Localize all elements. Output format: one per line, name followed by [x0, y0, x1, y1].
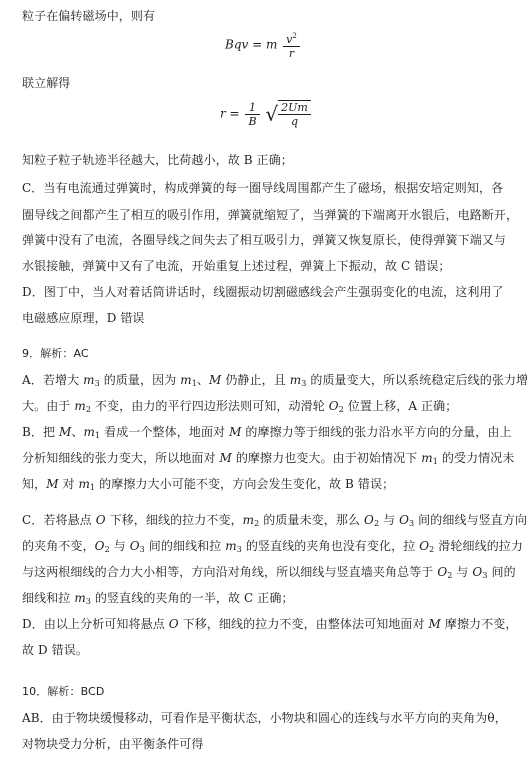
math-symbol: M: [46, 477, 59, 491]
text-fragment: 的受力情况未: [437, 451, 515, 465]
text-fragment: C．若将悬点: [22, 513, 96, 527]
math-symbol: m: [78, 477, 91, 491]
math-symbol: 3: [139, 545, 145, 554]
math-symbol: m: [242, 513, 255, 527]
text-line: [22, 512, 528, 532]
fraction: [283, 30, 300, 60]
text-line: 对物块受力分析，由平衡条件可得: [22, 737, 204, 751]
text-line: [22, 616, 518, 632]
math-symbol: 2: [254, 519, 260, 528]
math-symbol: m: [421, 451, 433, 465]
text-fragment: 看成一个整体，地面对: [100, 425, 230, 439]
text-line: 圈导线之间都产生了相互的吸引作用，弹簧就缩短了，当弹簧的下端离开水银后，电路断开，: [22, 208, 519, 222]
math-symbol: 2: [447, 571, 453, 580]
text-fragment: 、: [71, 425, 84, 439]
math-symbol: M: [209, 373, 222, 387]
math-symbol: O: [168, 617, 179, 631]
math-symbol: m: [83, 373, 95, 387]
text-fragment: 的质量未变，那么: [259, 513, 364, 527]
text-line: 水银接触，弹簧中又有了电流，开始重复上述过程，弹簧上下振动，故 C 错误；: [22, 259, 451, 273]
text-fragment: 摩擦力不变，: [440, 617, 518, 631]
math-symbol: O: [419, 539, 430, 553]
text-line: [22, 590, 497, 610]
math-symbol: 3: [301, 379, 307, 388]
text-fragment: 的摩擦力等于细线的张力沿水平方向的分量，由上: [241, 425, 512, 439]
text-fragment: 的质量，因为: [99, 373, 181, 387]
text-fragment: 的摩擦力大小可能不变，方向会发生变化，故 B 错误；: [95, 477, 395, 491]
text-fragment: 与: [452, 565, 473, 579]
text-fragment: 的竖直线的夹角的一半，故 C 正确；: [91, 591, 294, 605]
equation-radius: [220, 100, 311, 128]
text-fragment: 仍静止，且: [221, 373, 290, 387]
fraction-denominator: q: [290, 115, 298, 128]
math-symbol: M: [219, 451, 232, 465]
equation-lorentz-force: [225, 30, 302, 60]
text-fragment: 的质量变大，所以系统稳定后线的张力增: [306, 373, 528, 387]
text-line: AB．由于物块缓慢移动，可看作是平衡状态，小物块和圆心的连线与水平方向的夹角为θ，: [22, 711, 507, 725]
text-line: [22, 538, 523, 558]
text-line: C．当有电流通过弹簧时，构成弹簧的每一圈导线周围都产生了磁场，根据安培定则知，各: [22, 181, 504, 195]
fraction: [245, 101, 259, 128]
text-fragment: D．由以上分析可知将悬点: [22, 617, 169, 631]
math-symbol: m: [83, 425, 96, 439]
text-fragment: 位置上移，A 正确；: [343, 399, 458, 413]
math-symbol: m: [225, 539, 237, 553]
text-fragment: 的竖直线的夹角也没有变化，拉: [241, 539, 420, 553]
text-fragment: 的夹角不变，: [22, 539, 95, 553]
math-symbol: 3: [236, 545, 242, 554]
fraction-denominator: r: [288, 47, 295, 60]
text-fragment: 、: [196, 373, 210, 387]
math-symbol: 3: [85, 597, 92, 606]
text-line: 弹簧中没有了电流，各圈导线之间失去了相互吸引力，弹簧又恢复原长，使得弹簧下端又与: [22, 233, 507, 247]
math-symbol: 1: [191, 379, 197, 388]
math-symbol: O: [437, 565, 448, 579]
text-line: 知粒子粒子轨迹半径越大，比荷越小，故 B 正确；: [22, 153, 293, 167]
math-symbol: M: [59, 425, 72, 439]
exponent: 2: [292, 32, 297, 40]
equation-lhs: Bqv = m: [225, 37, 278, 52]
text-fragment: 对: [58, 477, 79, 491]
math-symbol: O: [328, 399, 339, 413]
text-fragment: A．若增大: [22, 373, 84, 387]
math-symbol: 2: [338, 405, 344, 414]
radical-sign-icon: √: [265, 102, 279, 126]
fraction-numerator: 2Um: [278, 101, 311, 115]
math-symbol: 2: [104, 545, 110, 554]
equation-lhs: r =: [220, 106, 240, 121]
text-line: 联立解得: [22, 76, 71, 90]
text-line: [22, 372, 528, 392]
text-fragment: 与: [379, 513, 400, 527]
math-symbol: 2: [373, 519, 380, 528]
text-line: 粒子在偏转磁场中，则有: [22, 9, 156, 23]
text-line: 故 D 错误。: [22, 643, 88, 657]
math-symbol: 2: [85, 405, 92, 414]
text-fragment: 分析知细线的张力变大，所以地面对: [22, 451, 220, 465]
text-fragment: 间的细线与竖直方向: [414, 513, 528, 527]
text-fragment: 细线和拉: [22, 591, 75, 605]
math-symbol: m: [180, 373, 192, 387]
text-fragment: 大。由于: [22, 399, 75, 413]
math-symbol: m: [74, 591, 86, 605]
text-line: 电磁感应原理，D 错误: [22, 311, 145, 325]
text-fragment: 间的细线和拉: [144, 539, 226, 553]
text-line: [22, 476, 497, 496]
fraction-numerator: v: [286, 33, 293, 46]
text-line: [22, 450, 515, 470]
answer-heading-9: 9．解析：AC: [22, 347, 89, 360]
fraction-denominator: B: [248, 114, 257, 128]
math-symbol: 2: [429, 545, 435, 554]
text-fragment: 下移，细线的拉力不变，由整体法可知地面对: [178, 617, 429, 631]
math-symbol: O: [364, 513, 374, 527]
math-symbol: 1: [95, 431, 101, 440]
text-fragment: 不变，由力的平行四边形法则可知，动滑轮: [91, 399, 329, 413]
text-fragment: 的摩擦力也变大。由于初始情况下: [231, 451, 422, 465]
answer-heading-10: 10．解析：BCD: [22, 685, 105, 698]
math-symbol: 3: [482, 571, 488, 580]
text-fragment: 与这两根细线的合力大小相等，方向沿对角线，所以细线与竖直墙夹角总等于: [22, 565, 438, 579]
math-symbol: 1: [432, 457, 438, 466]
math-symbol: O: [472, 565, 483, 579]
square-root: [265, 100, 310, 128]
text-fragment: 与: [109, 539, 130, 553]
math-symbol: O: [95, 513, 106, 527]
math-symbol: O: [94, 539, 105, 553]
text-fragment: 间的: [487, 565, 516, 579]
text-line: [22, 398, 497, 418]
text-line: [22, 564, 516, 584]
text-fragment: 下移，细线的拉力不变，: [105, 513, 243, 527]
text-line: D．图丁中，当人对着话筒讲话时，线圈振动切割磁感线会产生强弱变化的电流，这利用了: [22, 285, 504, 299]
text-line: [22, 424, 512, 444]
math-symbol: 3: [409, 519, 415, 528]
math-symbol: O: [399, 513, 410, 527]
text-fragment: B．把: [22, 425, 60, 439]
text-fragment: 滑轮细线的拉力: [434, 539, 523, 553]
math-symbol: M: [428, 617, 441, 631]
math-symbol: 3: [94, 379, 100, 388]
math-symbol: m: [74, 399, 86, 413]
text-fragment: 知，: [22, 477, 47, 491]
math-symbol: O: [129, 539, 140, 553]
math-symbol: M: [229, 425, 242, 439]
math-symbol: 1: [90, 483, 96, 492]
math-symbol: m: [289, 373, 302, 387]
fraction-numerator: 1: [245, 101, 259, 115]
